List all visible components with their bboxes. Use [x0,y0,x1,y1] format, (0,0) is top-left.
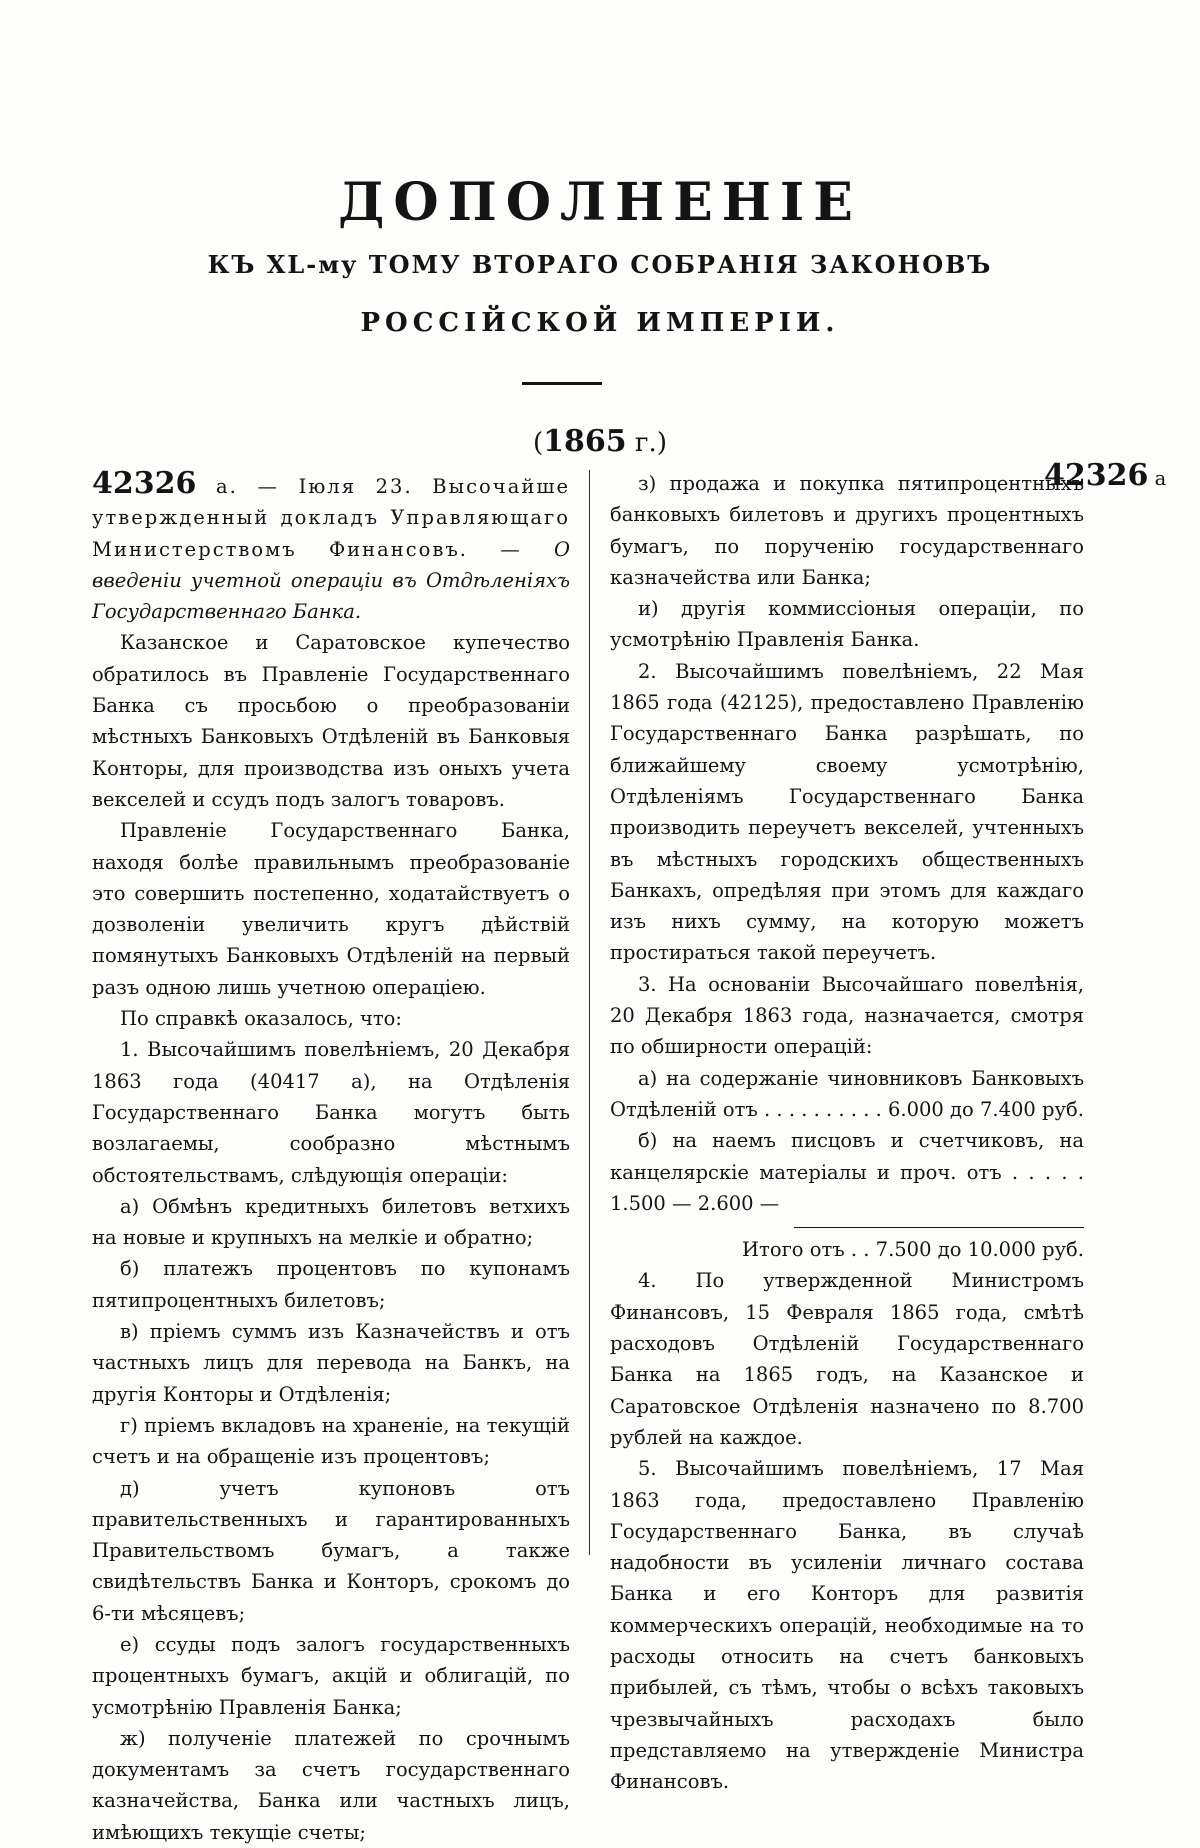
law-number: 42326 [92,466,197,501]
budget-a-text: а) на содержаніе чиновниковъ Банковыхъ Отдѣленій отъ . . . . . . . . . . [610,1066,1084,1121]
year-heading [0,424,1200,459]
page-title: ДОПОЛНЕНІЕ [338,172,862,233]
budget-total-row [610,1234,1084,1265]
budget-total-label: Итого отъ . . [742,1238,870,1262]
budget-row-a [610,1063,1084,1126]
left-column [92,468,570,1848]
budget-sum-rule [794,1227,1084,1228]
left-paragraph: б) платежъ процентовъ по купонамъ пятипроцентныхъ билетовъ; [92,1257,570,1312]
law-number-suffix: а [1148,467,1167,490]
law-number-right: 42326 [1044,458,1149,493]
left-paragraph: ж) полученіе платежей по срочнымъ документамъ за счетъ государственнаго казначейства, Банка или частныхъ лицъ, имѣющихъ текущіе счеты; [92,1726,570,1844]
right-paragraph: 2. Высочайшимъ повелѣніемъ, 22 Мая 1865 года (42125), предоставлено Правленію Государственнаго Банка разрѣшать, по ближайшему своему усмотрѣнію, Отдѣленіямъ Государственнаго Банка производить переучетъ векселей, учтенныхъ въ мѣстныхъ городскихъ общественныхъ Банкахъ, опредѣляя при этомъ для каждаго изъ нихъ сумму, на которую можетъ простираться такой переучетъ. [610,659,1084,965]
budget-a-unit: руб. [1042,1097,1084,1121]
page-subtitle: КЪ XL-му ТОМУ ВТОРАГО СОБРАНІЯ ЗАКОНОВЪ [207,250,993,279]
title-rule [522,382,602,385]
page-subtitle-empire: РОССІЙСКОЙ ИМПЕРІИ. [360,308,840,338]
law-lead-text: а. — Іюля 23. Высочайше утвержденный докладъ Управляющаго Министерствомъ Финансовъ. — [92,475,570,561]
right-paragraph: и) другія коммиссіоныя операціи, по усмотрѣнію Правленія Банка. [610,597,1084,652]
left-paragraph: г) пріемъ вкладовъ на храненіе, на текущій счетъ и на обращеніе изъ процентовъ; [92,1413,570,1469]
year-open: ( [533,428,544,458]
left-paragraph: д) учетъ купоновъ отъ правительственныхъ и гарантированныхъ Правительствомъ бумагъ, а также свидѣтельствъ Банка и Конторъ, срокомъ до 6-ти мѣсяцевъ; [92,1476,570,1625]
budget-a-to: 7.400 [980,1097,1036,1121]
budget-row-b [610,1125,1084,1219]
budget-b-from: 1.500 [610,1191,666,1215]
year-value: 1865 [543,424,627,459]
left-paragraph: Казанское и Саратовское купечество обратилось въ Правленіе Государственнаго Банка съ просьбою о преобразованіи мѣстныхъ Банковыхъ Отдѣленій въ Банковыя Конторы, для производства изъ оныхъ учета векселей и ссудъ подъ залогъ товаровъ. [92,631,570,811]
right-paragraph: з) продажа и покупка пятипроцентныхъ банковыхъ билетовъ и другихъ процентныхъ бумагъ, по порученію государственнаго казначейства или Банка; [610,472,1084,589]
right-paragraph: 3. На основаніи Высочайшаго повелѣнія, 20 Декабря 1863 года, назначается, смотря по обширности операцій: [610,972,1084,1059]
left-paragraph: 1. Высочайшимъ повелѣніемъ, 20 Декабря 1863 года (40417 а), на Отдѣленія Государственнаго Банка могутъ быть возлагаемы, сообразно мѣстнымъ обстоятельствамъ, слѣдующія операціи: [92,1038,570,1187]
right-paragraph: 4. По утвержденной Министромъ Финансовъ, 15 Февраля 1865 года, смѣтѣ расходовъ Отдѣленій Государственнаго Банка на 1865 годъ, на Казанское и Саратовское Отдѣленія назначено по 8.700 рублей на каждое. [610,1269,1084,1449]
column-divider [589,470,590,1555]
left-paragraph: а) Обмѣнъ кредитныхъ билетовъ ветхихъ на новые и крупныхъ на мелкіе и обратно; [92,1194,570,1250]
budget-total-unit: руб. [1042,1238,1084,1262]
budget-a-to-word: до [950,1097,974,1121]
law-lead [92,468,570,627]
budget-b-to: 2.600 [697,1191,754,1215]
budget-total-from: 7.500 [875,1238,932,1262]
budget-a-from: 6.000 [888,1097,944,1121]
budget-b-dash: — [672,1191,692,1215]
left-paragraph: в) пріемъ суммъ изъ Казначействъ и отъ частныхъ лицъ для перевода на Банкъ, на другія Конторы и Отдѣленія; [92,1320,570,1406]
budget-table [610,1063,1084,1266]
left-paragraph: Правленіе Государственнаго Банка, находя болѣе правильнымъ преобразованіе это совершить постепенно, ходатайствуетъ о дозволеніи увеличить кругъ дѣйствій помянутыхъ Банковыхъ Отдѣленій на первый разъ одною лишь учетною операціею. [92,819,570,999]
budget-total-to-word: до [937,1238,962,1262]
budget-total-to: 10.000 [967,1238,1036,1262]
law-lead-title: О введеніи учетной операціи въ Отдѣленіяхъ Государственнаго Банка. [92,537,570,624]
left-paragraph: По справкѣ оказалось, что: [120,1007,402,1031]
budget-b-text: б) на наемъ писцовъ и счетчиковъ, на канцелярскіе матеріалы и проч. отъ . . . . . [610,1129,1084,1184]
left-paragraph: е) ссуды подъ залогъ государственныхъ процентныхъ бумагъ, акцій и облигацій, по усмотрѣнію Правленія Банка; [92,1632,570,1719]
right-paragraph: 5. Высочайшимъ повелѣніемъ, 17 Мая 1863 года, предоставлено Правленію Государственнаго Банка, въ случаѣ надобности въ усиленіи личнаго состава Банка и его Конторъ для развитія коммерческихъ операцій, необходимые на то расходы относить на счетъ банковыхъ прибылей, съ тѣмъ, чтобы о всѣхъ таковыхъ чрезвычайныхъ расходахъ было представляемо на утвержденіе Министра Финансовъ. [610,1457,1084,1794]
right-column [610,468,1084,1797]
budget-b-unit: — [759,1191,780,1215]
year-suffix: г.) [626,428,667,458]
